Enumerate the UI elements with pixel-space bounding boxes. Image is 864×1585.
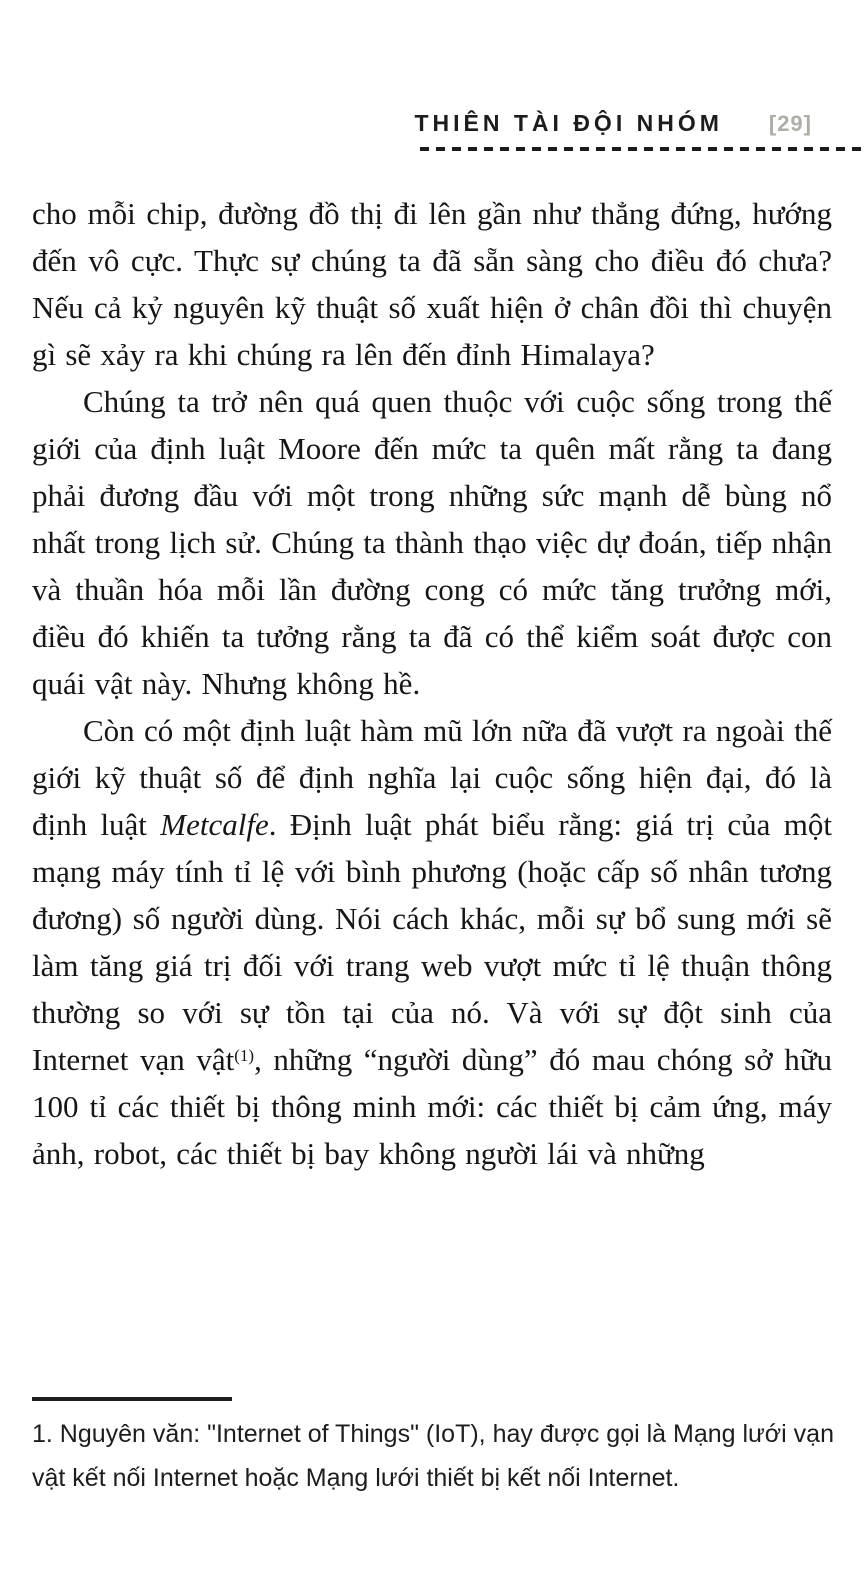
paragraph [32,707,832,1177]
text-segment: . Định luật phát biểu rằng: giá trị của một mạng máy tính tỉ lệ với bình phương (hoặc cấp số nhân tương đương) số người dùng. Nói cách khác, mỗi sự bổ sung mới sẽ làm tăng giá trị đối với trang web vượt mức tỉ lệ thuận thông thường so với sự tồn tại của nó. Và với sự đột sinh của Internet vạn vật [32,807,832,1077]
header-dashed-rule [420,147,864,151]
page-number: [29] [768,111,812,136]
text-segment: cho mỗi chip, đường đồ thị đi lên gần như thẳng đứng, hướng đến vô cực. Thực sự chúng ta đã sẵn sàng cho điều đó chưa? Nếu cả kỷ nguyên kỹ thuật số xuất hiện ở chân đồi thì chuyện gì sẽ xảy ra khi chúng ra lên đến đỉnh Himalaya? [32,196,832,372]
text-segment-italic: Metcalfe [160,807,269,842]
body-text [32,190,832,1177]
footnote-text: 1. Nguyên văn: "Internet of Things" (IoT), hay được gọi là Mạng lưới vạn vật kết nối Internet hoặc Mạng lưới thiết bị kết nối Internet. [32,1420,834,1492]
text-segment-superscript: (1) [234,1045,255,1065]
footnote-separator [32,1397,232,1401]
paragraph [32,378,832,707]
text-segment: Còn có một định luật hàm mũ lớn nữa đã vượt ra ngoài thế giới kỹ thuật số để định nghĩa lại cuộc sống hiện đại, đó là định luật [32,713,832,842]
footnote [32,1412,834,1500]
paragraph [32,190,832,378]
page-header [0,110,812,137]
text-segment: Chúng ta trở nên quá quen thuộc với cuộc sống trong thế giới của định luật Moore đến mức ta quên mất rằng ta đang phải đương đầu với một trong những sức mạnh dễ bùng nổ nhất trong lịch sử. Chúng ta thành thạo việc dự đoán, tiếp nhận và thuần hóa mỗi lần đường cong có mức tăng trưởng mới, điều đó khiến ta tưởng rằng ta đã có thể kiểm soát được con quái vật này. Nhưng không hề. [32,384,832,701]
running-head-title: THIÊN TÀI ĐỘI NHÓM [414,110,723,136]
text-segment: , những “người dùng” đó mau chóng sở hữu 100 tỉ các thiết bị thông minh mới: các thiết bị cảm ứng, máy ảnh, robot, các thiết bị bay không người lái và những [32,1042,832,1171]
